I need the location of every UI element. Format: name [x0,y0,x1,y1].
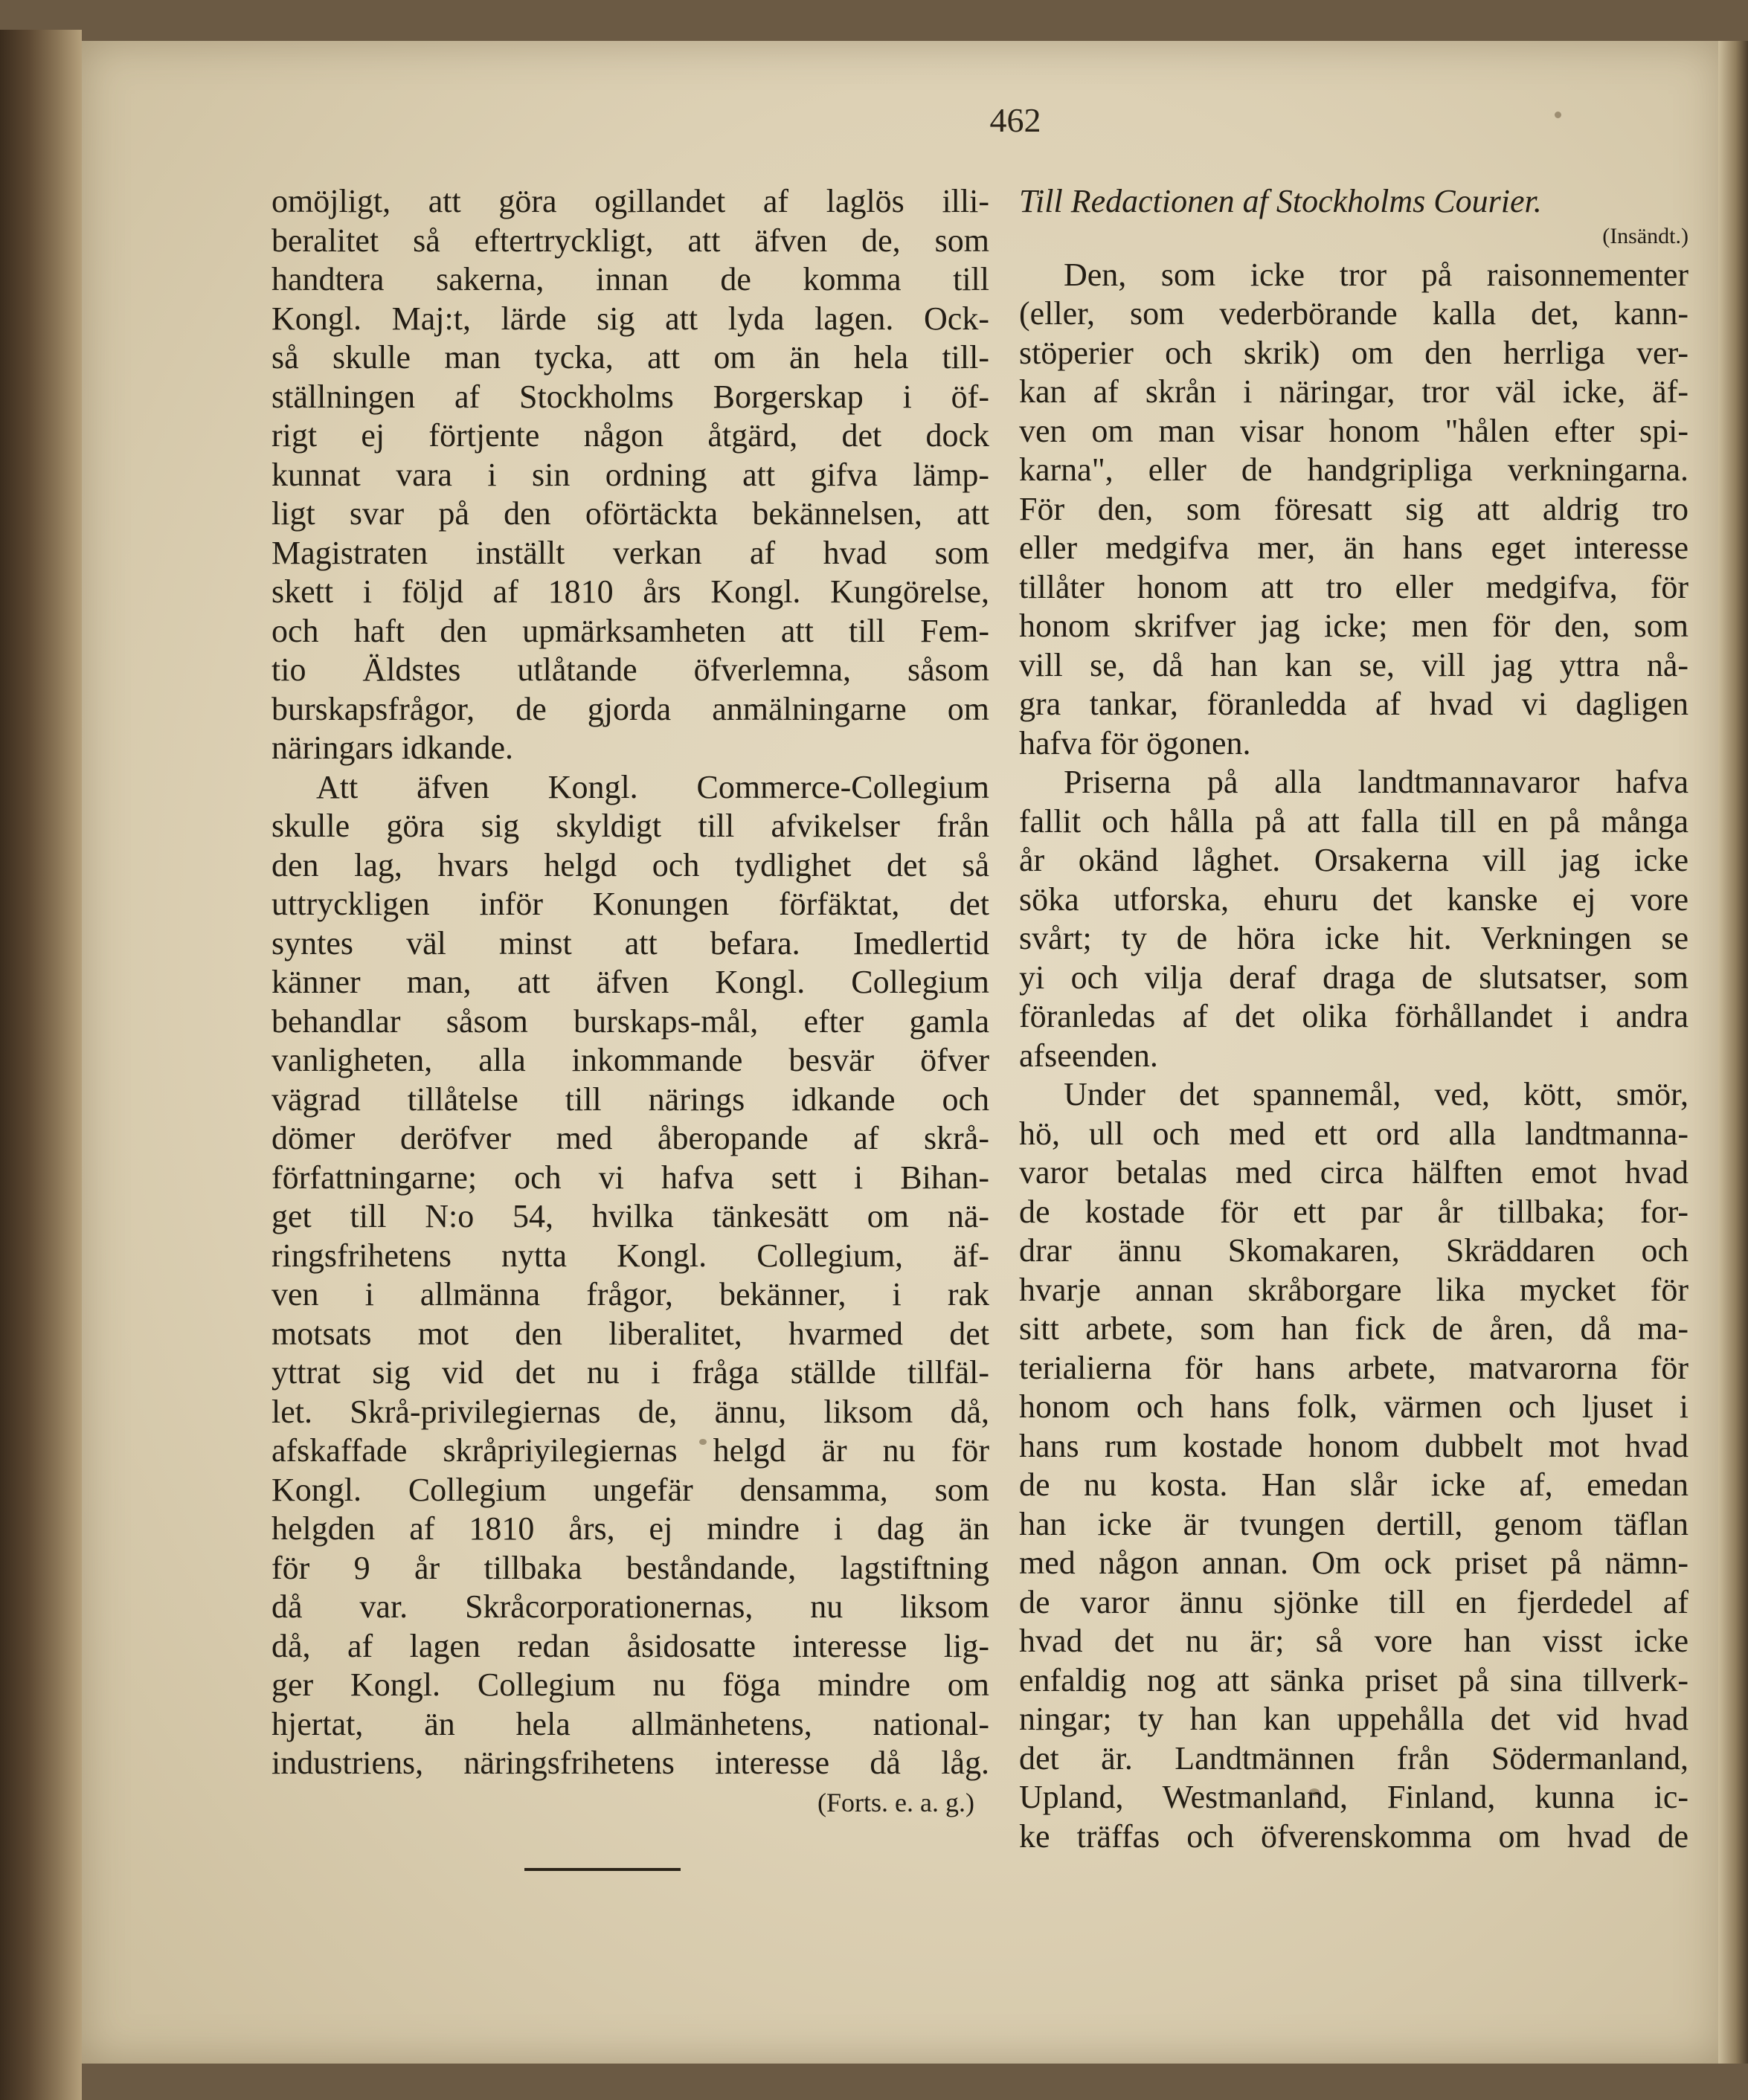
text-line: handtera sakerna, innan de komma till [271,261,989,297]
text-line: hjertat, än hela allmänhetens, national- [271,1705,989,1742]
text-line: burskapsfrågor, de gjorda anmälningarne om [271,690,989,727]
text-line: känner man, att äfven Kongl. Collegium [271,964,989,1000]
text-line: de kostade för ett par år tillbaka; for- [1019,1193,1688,1230]
text-line: tio Äldstes utlåtande öfverlemna, såsom [271,651,989,688]
text-line: hö, ull och med ett ord alla landtmanna- [1019,1115,1688,1152]
text-line: hans rum kostade honom dubbelt mot hvad [1019,1427,1688,1464]
text-line: eller medgifva mer, än hans eget interesse [1019,529,1688,566]
right-column [1019,182,1688,1856]
text-line: afskaffade skråpriyilegiernas helgd är nu för [271,1432,989,1469]
text-line: stöperier och skrik) om den herrliga ver- [1019,334,1688,371]
book-spine [0,30,82,2100]
text-line: honom och hans folk, värmen och ljuset i [1019,1388,1688,1425]
text-line: omöjligt, att göra ogillandet af laglös illi- [271,183,989,219]
text-line: afseenden. [1019,1037,1158,1074]
text-line: let. Skrå-privilegiernas de, ännu, liksom då, [271,1393,989,1430]
text-line: Kongl. Collegium ungefär densamma, som [271,1471,989,1508]
text-line: fallit och hålla på att falla till en på många [1019,802,1688,840]
text-line: vägrad tillåtelse till närings idkande och [271,1080,989,1118]
text-line: ven om man visar honom "hålen efter spi- [1019,412,1688,449]
paragraph-start-line: Priserna på alla landtmannavaror hafva [1064,764,1688,800]
text-line: hafva för ögonen. [1019,724,1251,761]
text-line: ger Kongl. Collegium nu föga mindre om [271,1666,989,1703]
text-line: med någon annan. Om ock priset på nämn- [1019,1545,1688,1581]
text-line: Kongl. Maj:t, lärde sig att lyda lagen. Ock- [271,300,989,337]
text-line: karna", eller de handgripliga verkningarna. [1019,451,1688,488]
text-line: de nu kosta. Han slår icke af, emedan [1019,1466,1688,1503]
text-line: varor betalas med circa hälften emot hvad [1019,1154,1688,1191]
text-line: år okänd låghet. Orsakerna vill jag icke [1019,842,1688,878]
text-line: yttrat sig vid det nu i fråga ställde tillfäl- [271,1354,989,1391]
continuation-note: (Forts. e. a. g.) [817,1787,974,1817]
text-line: så skulle man tycka, att om än hela till- [271,339,989,376]
paragraph-start-line: Den, som icke tror på raisonnementer [1064,256,1688,293]
text-line: ligt svar på den oförtäckta bekännelsen, att [271,495,989,532]
text-line: och haft den upmärksamheten att till Fem- [271,612,989,649]
text-line: dömer deröfver med åberopande af skrå- [271,1120,989,1156]
paragraph-start-line: Under det spannemål, ved, kött, smör, [1064,1076,1688,1112]
text-line: det är. Landtmännen från Södermanland, [1019,1739,1688,1777]
text-line: honom skrifver jag icke; men för den, som [1019,608,1688,644]
text-line: Magistraten inställt verkan af hvad som [271,534,989,571]
text-line: söka utforska, ehuru det kanske ej vore [1019,880,1688,918]
text-line: för 9 år tillbaka beståndande, lagstiftning [271,1549,989,1586]
text-line: hvarje annan skråborgare lika mycket för [1019,1271,1688,1308]
left-column [271,182,989,1822]
text-line: skulle göra sig skyldigt till afvikelser från [271,808,989,844]
paper-spot [1555,112,1561,118]
text-line: ven i allmänna frågor, bekänner, i rak [271,1276,989,1312]
text-line: uttryckligen inför Konungen förfäktat, det [271,886,989,922]
text-line: sitt arbete, som han fick de åren, då ma- [1019,1310,1688,1347]
section-rule [524,1868,681,1871]
paragraph-start-line: Att äfven Kongl. Commerce-Collegium [316,768,989,805]
text-line: skett i följd af 1810 års Kongl. Kungörelse, [271,573,989,610]
text-line: näringars idkande. [271,729,513,766]
text-line: helgden af 1810 års, ej mindre i dag än [271,1510,989,1547]
text-line: gra tankar, föranledda af hvad vi dagligen [1019,686,1688,722]
text-line: beralitet så eftertryckligt, att äfven de, som [271,222,989,259]
text-line: Upland, Westmanland, Finland, kunna ic- [1019,1779,1688,1815]
text-line: svårt; ty de höra icke hit. Verkningen se [1019,920,1688,956]
text-line: då var. Skråcorporationernas, nu liksom [271,1588,989,1625]
text-line: rigt ej förtjente någon åtgärd, det dock [271,417,989,454]
text-line: industriens, näringsfrihetens interesse då låg. [271,1745,989,1781]
text-line: ke träffas och öfverenskomma om hvad de [1019,1817,1688,1855]
article-heading: Till Redactionen af Stockholms Courier. [1019,183,1542,219]
text-line: enfaldig nog att sänka priset på sina tillverk- [1019,1661,1688,1698]
text-line: hvad det nu är; så vore han visst icke [1019,1623,1688,1659]
text-line: författningarne; och vi hafva sett i Bihan- [271,1159,989,1196]
text-line: yi och vilja deraf draga de slutsatser, som [1019,959,1688,996]
text-line: tillåter honom att tro eller medgifva, för [1019,568,1688,605]
text-line: ställningen af Stockholms Borgerskap i öf- [271,378,989,415]
text-line: vanligheten, alla inkommande besvär öfver [271,1042,989,1078]
article-byline: (Insändt.) [1602,223,1688,248]
text-line: För den, som föresatt sig att aldrig tro [1019,490,1688,527]
text-line: drar ännu Skomakaren, Skräddaren och [1019,1232,1688,1269]
text-line: de varor ännu sjönke till en fjerdedel af [1019,1583,1688,1620]
text-line: syntes väl minst att befara. Imedlertid [271,924,989,962]
page-number: 462 [989,101,1041,139]
text-line: den lag, hvars helgd och tydlighet det så [271,846,989,883]
text-line: kan af skrån i näringar, tror väl icke, äf- [1019,373,1688,410]
text-line: ringsfrihetens nytta Kongl. Collegium, äf- [271,1237,989,1274]
text-line: kunnat vara i sin ordning att gifva lämp- [271,456,989,493]
text-line: vill se, då han kan se, vill jag yttra nå- [1019,646,1688,683]
text-line: ningar; ty han kan uppehålla det vid hvad [1019,1701,1688,1737]
page-edge-shadow [1718,41,1748,2064]
text-line: get till N:o 54, hvilka tänkesätt om nä- [271,1198,989,1234]
text-line: föranledas af det olika förhållandet i andra [1019,998,1688,1034]
text-line: då, af lagen redan åsidosatte interesse lig- [271,1627,989,1664]
text-line: motsats mot den liberalitet, hvarmed det [271,1315,989,1352]
text-line: (eller, som vederbörande kalla det, kann- [1019,295,1688,332]
text-line: han icke är tvungen dertill, genom täflan [1019,1505,1688,1542]
text-line: behandlar såsom burskaps-mål, efter gamla [271,1002,989,1040]
text-line: terialierna för hans arbete, matvarorna för [1019,1349,1688,1386]
